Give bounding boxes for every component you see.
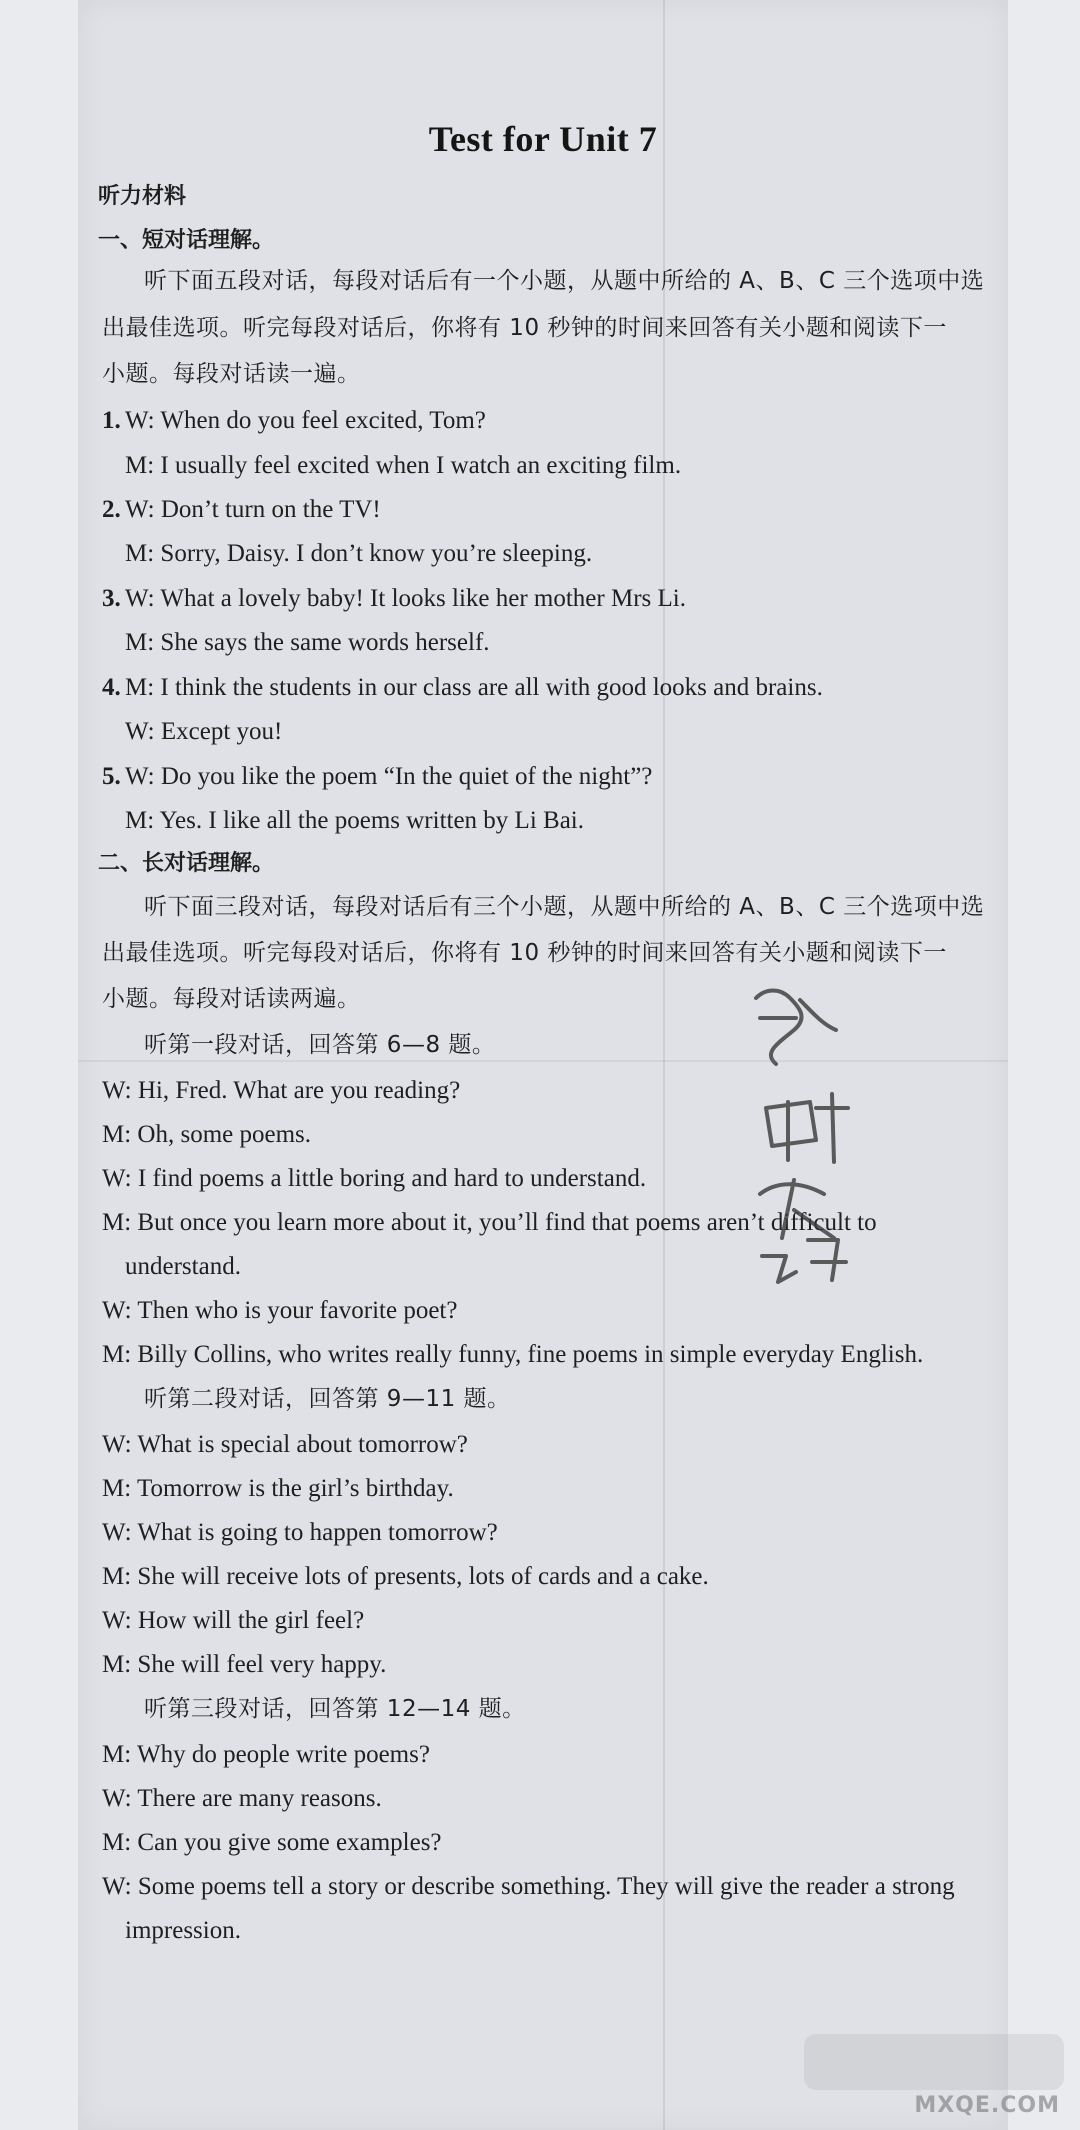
part1-heading: 一、短对话理解。 (98, 228, 275, 253)
dialogue-2-line-1: W: Don’t turn on the TV! (125, 496, 381, 523)
segment-3-label: 听第三段对话，回答第 12—14 题。 (144, 1696, 526, 1722)
segment-3-line-3: M: Can you give some examples? (102, 1829, 442, 1856)
part2-heading: 二、长对话理解。 (98, 851, 275, 876)
watermark-site: MXQE.COM (914, 2093, 1060, 2118)
dialogue-number-5: 5. (102, 763, 121, 790)
segment-2-line-5: W: How will the girl feel? (102, 1607, 365, 1634)
dialogue-4-line-1: M: I think the students in our class are all with good looks and brains. (125, 674, 823, 701)
dialogue-number-4: 4. (102, 674, 121, 701)
part2-instruction-line-2: 出最佳选项。听完每段对话后，你将有 10 秒钟的时间来回答有关小题和阅读下一 (102, 940, 947, 966)
part1-instruction-line-2: 出最佳选项。听完每段对话后，你将有 10 秒钟的时间来回答有关小题和阅读下一 (102, 315, 947, 341)
segment-3-line-5: impression. (125, 1917, 241, 1944)
segment-3-line-1: M: Why do people write poems? (102, 1741, 430, 1768)
dialogue-number-1: 1. (102, 407, 121, 434)
segment-3-line-2: W: There are many reasons. (102, 1785, 382, 1812)
segment-1-line-2: M: Oh, some poems. (102, 1121, 312, 1148)
dialogue-1-line-1: W: When do you feel excited, Tom? (125, 407, 486, 434)
part2-instruction-line-1: 听下面三段对话，每段对话后有三个小题，从题中所给的 A、B、C 三个选项中选 (144, 894, 985, 920)
segment-1-line-3: W: I find poems a little boring and hard to understand. (102, 1165, 647, 1192)
segment-1-line-7: M: Billy Collins, who writes really funny, fine poems in simple everyday English. (102, 1341, 924, 1368)
dialogue-5-line-2: M: Yes. I like all the poems written by Li Bai. (125, 807, 584, 834)
page-title: Test for Unit 7 (428, 119, 658, 159)
segment-2-line-6: M: She will feel very happy. (102, 1651, 387, 1678)
segment-2-line-4: M: She will receive lots of presents, lots of cards and a cake. (102, 1563, 709, 1590)
segment-3-line-4: W: Some poems tell a story or describe something. They will give the reader a strong (102, 1873, 955, 1900)
segment-2-line-3: W: What is going to happen tomorrow? (102, 1519, 498, 1546)
segment-1-line-6: W: Then who is your favorite poet? (102, 1297, 458, 1324)
dialogue-3-line-1: W: What a lovely baby! It looks like her mother Mrs Li. (125, 585, 686, 612)
segment-1-label: 听第一段对话，回答第 6—8 题。 (144, 1032, 496, 1058)
dialogue-number-3: 3. (102, 585, 121, 612)
segment-2-line-1: W: What is special about tomorrow? (102, 1431, 468, 1458)
part1-instruction-line-1: 听下面五段对话，每段对话后有一个小题，从题中所给的 A、B、C 三个选项中选 (144, 268, 985, 294)
segment-1-line-1: W: Hi, Fred. What are you reading? (102, 1077, 461, 1104)
segment-1-line-4: M: But once you learn more about it, you’ll find that poems aren’t difficult to (102, 1209, 877, 1236)
handwritten-note (738, 980, 878, 1290)
part2-instruction-line-3: 小题。每段对话读两遍。 (102, 986, 361, 1012)
segment-1-line-5: understand. (125, 1253, 241, 1280)
segment-2-label: 听第二段对话，回答第 9—11 题。 (144, 1386, 511, 1412)
part1-instruction-line-3: 小题。每段对话读一遍。 (102, 361, 361, 387)
dialogue-5-line-1: W: Do you like the poem “In the quiet of the night”? (125, 763, 653, 790)
segment-2-line-2: M: Tomorrow is the girl’s birthday. (102, 1475, 454, 1502)
document-page (78, 0, 1008, 2130)
section-label: 听力材料 (98, 184, 187, 209)
dialogue-2-line-2: M: Sorry, Daisy. I don’t know you’re sleeping. (125, 540, 593, 567)
dialogue-4-line-2: W: Except you! (125, 718, 283, 745)
dialogue-3-line-2: M: She says the same words herself. (125, 629, 490, 656)
dialogue-number-2: 2. (102, 496, 121, 523)
dialogue-1-line-2: M: I usually feel excited when I watch an exciting film. (125, 452, 682, 479)
